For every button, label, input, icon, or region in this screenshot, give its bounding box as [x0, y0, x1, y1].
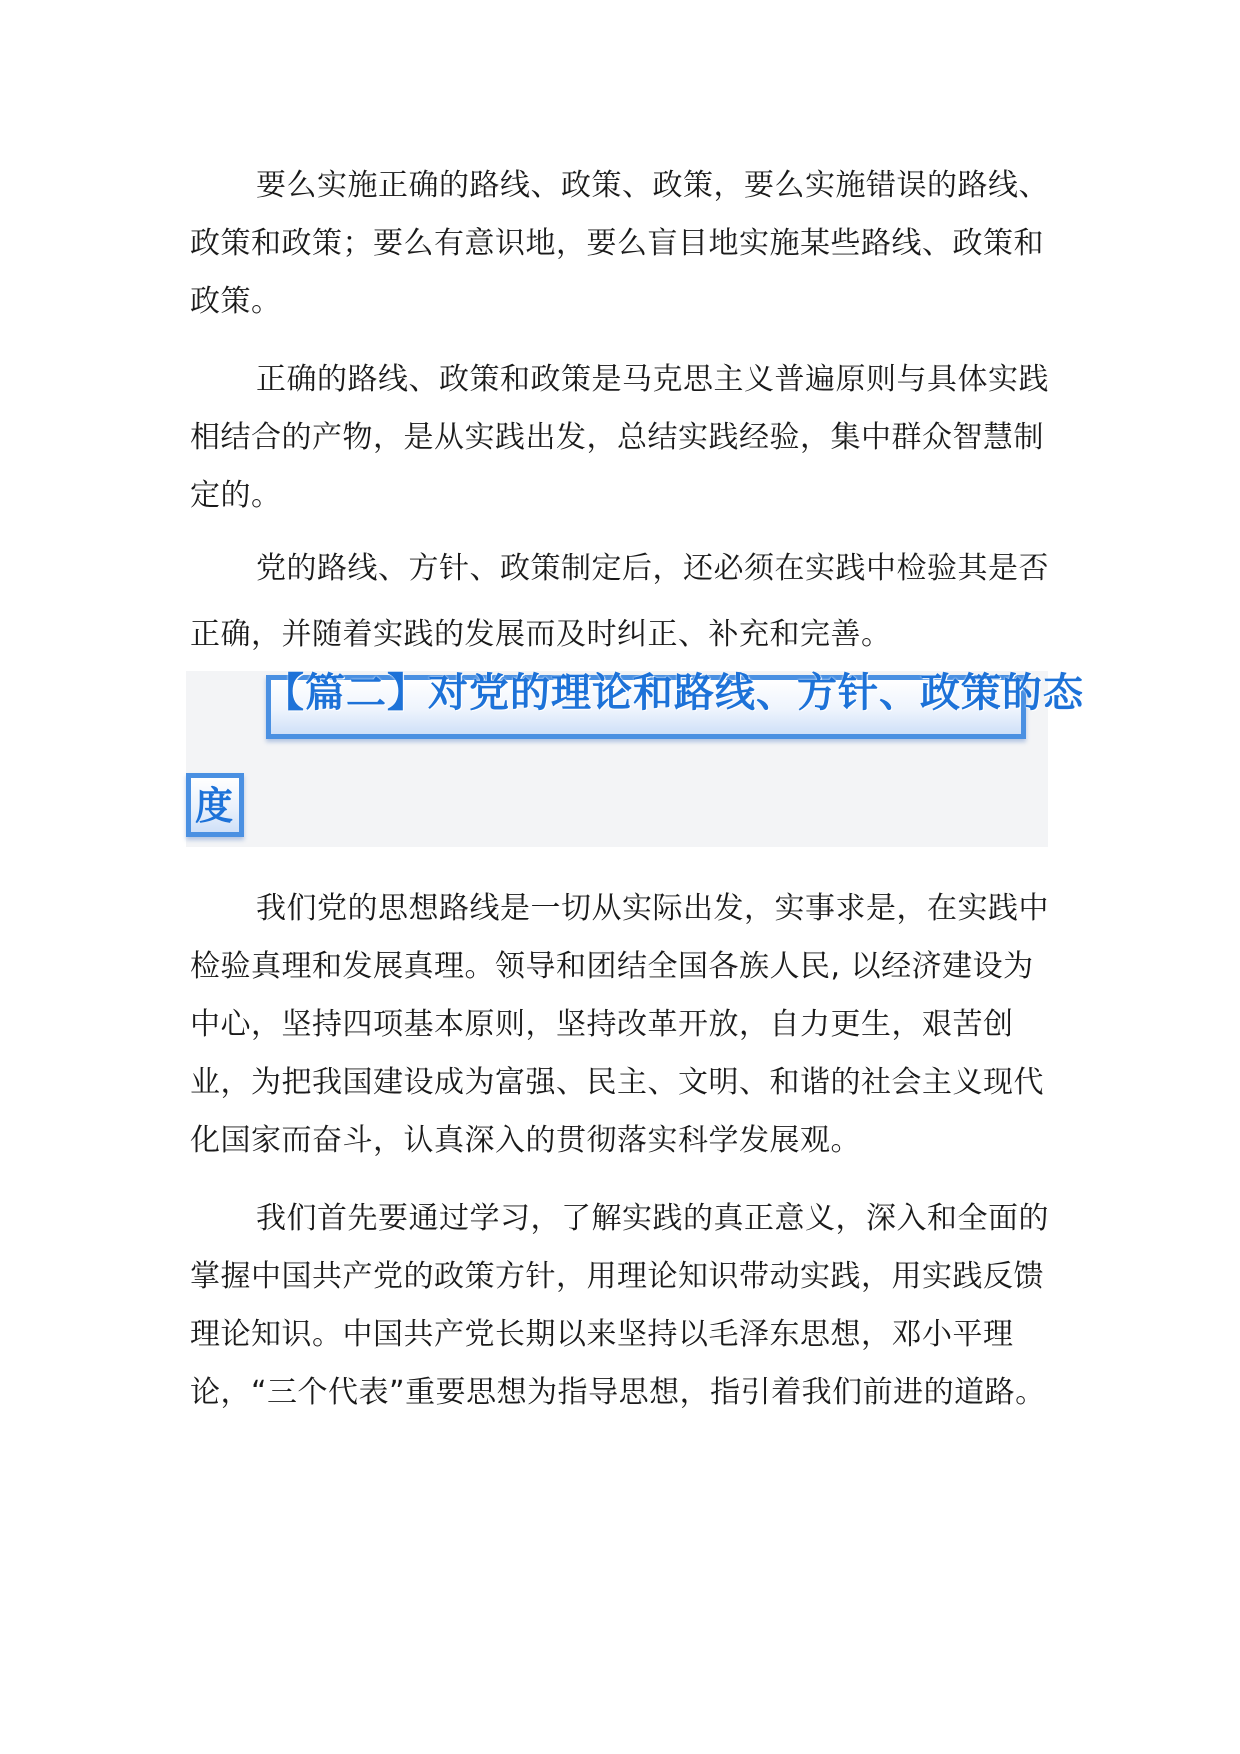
section-heading-line-2: 度 — [195, 783, 234, 828]
section-heading-continuation-frame — [186, 773, 244, 837]
paragraph-4: 我们党的思想路线是一切从实际出发，实事求是，在实践中检验真理和发展真理。领导和团结全国各族人民, 以经济建设为中心，坚持四项基本原则，坚持改革开放，自力更生，艰苦创业，为把我国建设成为富强、民主、文明、和谐的社会主义现代化国家而奋斗，认真深入的贯彻落实科学发展观。 — [190, 891, 1049, 1158]
section-heading-line-1: 【篇二】对党的理论和路线、方针、政策的态 — [264, 669, 1084, 716]
paragraph-2: 正确的路线、政策和政策是马克思主义普遍原则与具体实践相结合的产物，是从实践出发，总结实践经验，集中群众智慧制定的。 — [190, 362, 1049, 513]
paragraph-3: 党的路线、方针、政策制定后，还必须在实践中检验其是否正确，并随着实践的发展而及时纠正、补充和完善。 — [190, 551, 1049, 652]
paragraph-5: 我们首先要通过学习，了解实践的真正意义，深入和全面的掌握中国共产党的政策方针，用理论知识带动实践，用实践反馈理论知识。中国共产党长期以来坚持以毛泽东思想，邓小平理论，“三个代表”重要思想为指导思想，指引着我们前进的道路。 — [190, 1201, 1049, 1410]
section-heading-banner — [186, 669, 1084, 847]
paragraph-1: 要么实施正确的路线、政策、政策，要么实施错误的路线、政策和政策；要么有意识地，要么盲目地实施某些路线、政策和政策。 — [190, 168, 1049, 319]
